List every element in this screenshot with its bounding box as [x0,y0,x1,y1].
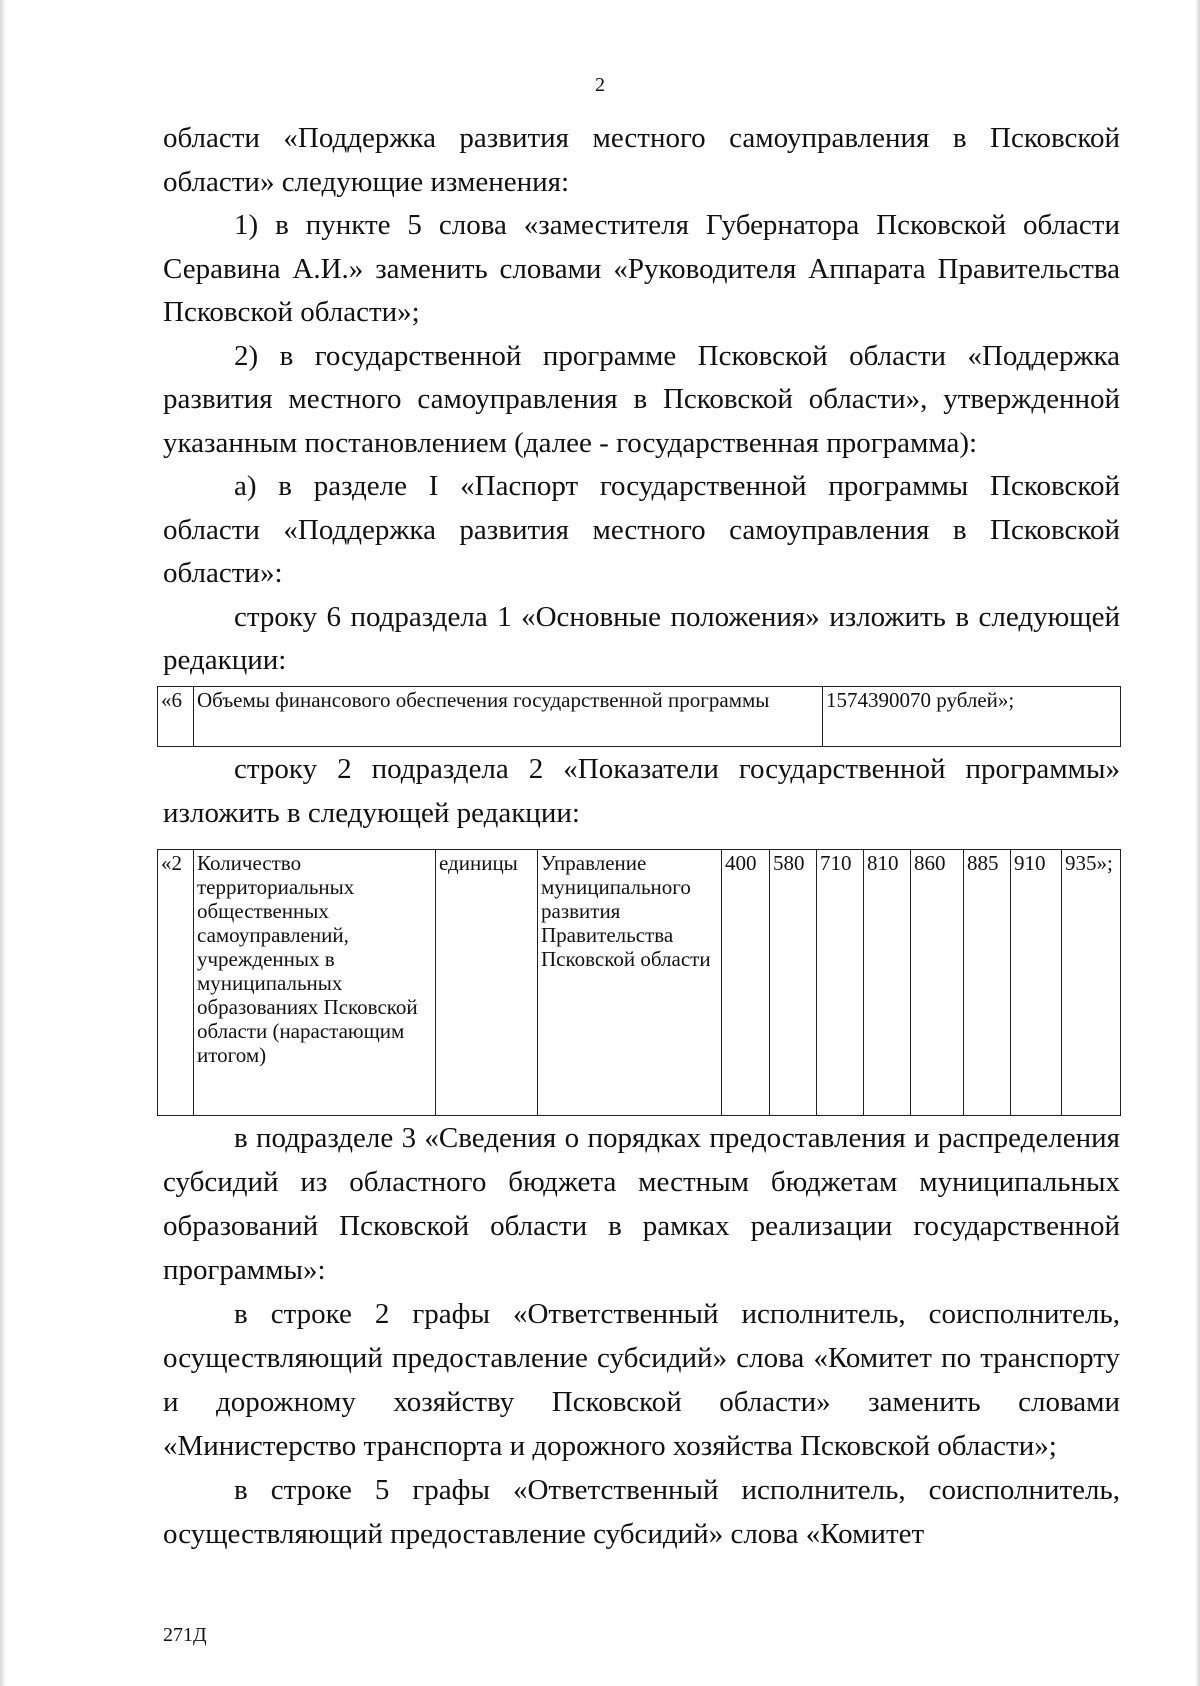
paragraph-item-2: 2) в государственной программе Псковской области «Поддержка развития местного самоуправления в Псковской области», утвержденной указанным постановлением (далее - государственная программа): [163,339,1120,459]
funding-label-cell: Объемы финансового обеспечения государственной программы [194,686,823,746]
paragraph-row-2: строку 2 подраздела 2 «Показатели государственной программы» изложить в следующей редакции: [163,752,1120,829]
indicator-cell: Количество территориальных общественных самоуправлений, учрежденных в муниципальных образованиях Псковской области (нарастающим итогом) [194,849,436,1115]
document-body [163,117,1120,1556]
row-number-cell: «6 [158,686,194,746]
paragraph-item-1: 1) в пункте 5 слова «заместителя Губернатора Псковской области Серавина А.И.» заменить словами «Руководителя Аппарата Правительства Псковской области»; [163,209,1120,328]
funding-value-cell: 1574390070 рублей»; [823,686,1121,746]
value-cell: 935»; [1062,849,1121,1115]
table-row [158,686,1121,746]
funding-table [157,686,1121,747]
paragraph-intro: области «Поддержка развития местного самоуправления в Псковской области» следующие изменения: [163,122,1120,198]
value-cell: 860 [911,849,964,1115]
row-number-cell: «2 [158,849,194,1115]
document-code: 271Д [163,1624,207,1646]
unit-cell: единицы [436,849,538,1115]
value-cell: 910 [1011,849,1062,1115]
responsible-cell: Управление муниципального развития Правительства Псковской области [538,849,722,1115]
paragraph-row-2-change: в строке 2 графы «Ответственный исполнитель, соисполнитель, осуществляющий предоставление субсидий» слова «Комитет по транспорту и дорожному хозяйству Псковской области» заменить словами «Министерство транспорта и дорожного хозяйства Псковской области»; [163,1297,1120,1462]
scan-edge-left [0,0,6,1686]
table-row [158,849,1121,1115]
indicators-table [157,849,1121,1116]
paragraph-subsection-3: в подразделе 3 «Сведения о порядках предоставления и распределения субсидий из областного бюджета местным бюджетам муниципальных образований Псковской области в рамках реализации государственной программы»: [163,1121,1120,1286]
paragraph-row-5-change: в строке 5 графы «Ответственный исполнитель, соисполнитель, осуществляющий предоставление субсидий» слова «Комитет [163,1473,1120,1550]
value-cell: 810 [864,849,911,1115]
value-cell: 400 [722,849,770,1115]
value-cell: 580 [770,849,817,1115]
value-cell: 885 [964,849,1011,1115]
value-cell: 710 [817,849,864,1115]
paragraph-row-6: строку 6 подраздела 1 «Основные положения» изложить в следующей редакции: [163,600,1120,676]
scan-edge-right [1195,0,1200,1686]
page-number: 2 [595,74,605,96]
paragraph-item-a: а) в разделе I «Паспорт государственной программы Псковской области «Поддержка развития местного самоуправления в Псковской области»: [163,470,1120,589]
